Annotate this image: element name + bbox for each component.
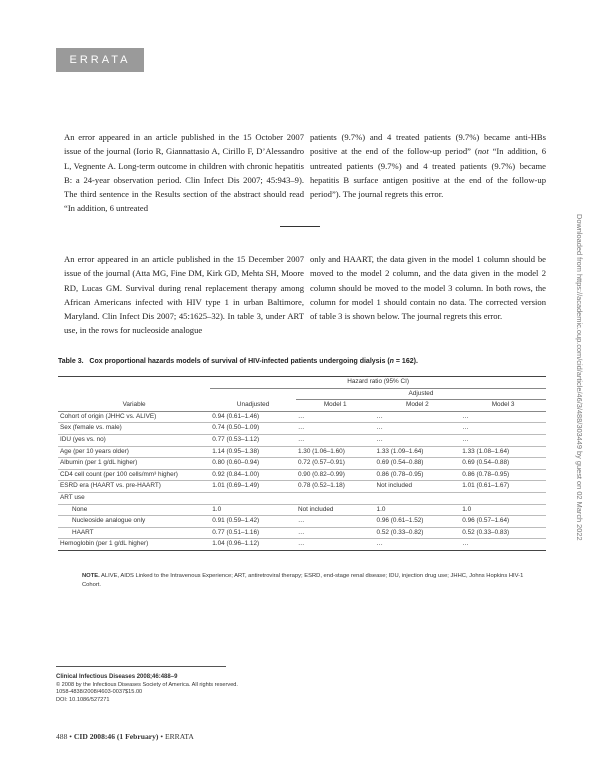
footer-bullet-1: • [69, 732, 72, 741]
col-header-model3: Model 3 [460, 400, 546, 412]
table-row [58, 539, 546, 551]
table-title-n: n [389, 358, 394, 365]
cell-model3: 1.33 (1.08–1.64) [460, 446, 546, 458]
erratum1-col2 [310, 130, 546, 201]
cell-unadjusted: 0.80 (0.60–0.94) [210, 458, 296, 470]
cell-model3: … [460, 434, 546, 446]
cell-model2: 0.96 (0.61–1.52) [375, 516, 461, 528]
cell-model2: 1.0 [375, 504, 461, 516]
cell-variable: Hemoglobin (per 1 g/dL higher) [58, 539, 210, 551]
table-header-row-2 [58, 388, 546, 400]
footer-bullet-2: • [160, 732, 164, 741]
cell-model1: … [296, 539, 375, 551]
table-row [58, 527, 546, 539]
cell-variable: Cohort of origin (JHHC vs. ALIVE) [58, 411, 210, 423]
cell-variable: HAART [58, 527, 210, 539]
download-watermark: Downloaded from https://academic.oup.com/cid/article/46/3/488/303449 by guest on 02 March 2022 [575, 214, 584, 541]
cell-model2: 1.33 (1.09–1.64) [375, 446, 461, 458]
table-row [58, 446, 546, 458]
table-row [58, 481, 546, 493]
cell-variable: Nucleoside analogue only [58, 516, 210, 528]
erratum1-col1: An error appeared in an article published in the 15 October 2007 issue of the journal (Iorio R, Giannattasio A, Cirillo F, D’Alessandro L, Vegnente A. Long-term outcome in children with chronic hepatitis B: a 24-year observation period. Clin Infect Dis 2007; 45:943–9). The third sentence in the Results section of the abstract should read “In addition, 6 untreated [64, 132, 304, 214]
cell-model1: … [296, 527, 375, 539]
doi-line: DOI: 10.1086/527271 [56, 696, 110, 703]
table-column-headers [58, 400, 546, 412]
cell-model1: 1.30 (1.06–1.60) [296, 446, 375, 458]
cell-model2: … [375, 423, 461, 435]
cell-model1: … [296, 434, 375, 446]
table-row-art-use [58, 492, 546, 504]
cell-model1: … [296, 423, 375, 435]
page-footer [56, 732, 194, 741]
cell-model3: 1.0 [460, 504, 546, 516]
cell-model1: 0.78 (0.52–1.18) [296, 481, 375, 493]
cell-unadjusted: 0.74 (0.50–1.09) [210, 423, 296, 435]
cell-unadjusted: 0.77 (0.51–1.16) [210, 527, 296, 539]
erratum2-col2: only and HAART, the data given in the model 1 column should be moved to the model 2 column, and the data given in the model 2 column should be moved to the model 3 column. In both rows, the column for model 1 should contain no data. The corrected version of table 3 is shown below. The journal regrets this error. [310, 254, 546, 322]
journal-citation: Clinical Infectious Diseases 2008;46:488–9 [56, 674, 178, 680]
cell-model1: … [296, 516, 375, 528]
cox-table [58, 376, 546, 551]
erratum1-col2-a: patients (9.7%) and 4 treated patients (9.7%) became anti-HBs positive at the end of the follow-up period” ( [310, 132, 546, 157]
cell-model2: 0.86 (0.78–0.95) [375, 469, 461, 481]
cell-model3: 0.96 (0.57–1.64) [460, 516, 546, 528]
table-label: Table 3. [58, 358, 84, 365]
cell-model3: 0.69 (0.54–0.88) [460, 458, 546, 470]
cell-variable: ESRD era (HAART vs. pre-HAART) [58, 481, 210, 493]
col-header-unadjusted: Unadjusted [210, 400, 296, 412]
table-row [58, 469, 546, 481]
cell-model2: Not included [375, 481, 461, 493]
cell-variable: IDU (yes vs. no) [58, 434, 210, 446]
table-row [58, 504, 546, 516]
hazard-ratio-header: Hazard ratio (95% CI) [210, 377, 546, 389]
table-header-row-1 [58, 377, 546, 389]
cell-unadjusted: 0.92 (0.84–1.00) [210, 469, 296, 481]
adjusted-header: Adjusted [296, 388, 546, 400]
cell-unadjusted: 1.14 (0.95–1.38) [210, 446, 296, 458]
erratum2-col1: An error appeared in an article published in the 15 December 2007 issue of the journal (Atta MG, Fine DM, Kirk GD, Mehta SH, Moore RD, Lucas GM. Survival during renal replacement therapy among African Americans infected with HIV type 1 in urban Baltimore, Maryland. Clin Infect Dis 2007; 45:1625–32). In table 3, under ART use, in the rows for nucleoside analogue [64, 254, 304, 336]
cell-model3: 0.52 (0.33–0.83) [460, 527, 546, 539]
cell-model3: 0.86 (0.78–0.95) [460, 469, 546, 481]
journal-footnote [56, 674, 316, 704]
copyright-line: © 2008 by the Infectious Diseases Society of America. All rights reserved. [56, 681, 238, 688]
table-row [58, 434, 546, 446]
table-note-label: NOTE. [82, 573, 100, 579]
cell-model2: 0.69 (0.54–0.88) [375, 458, 461, 470]
cell-unadjusted: 0.94 (0.61–1.46) [210, 411, 296, 423]
cell-model1: … [296, 411, 375, 423]
footer-section: ERRATA [164, 732, 194, 741]
col-header-model1: Model 1 [296, 400, 375, 412]
cell-model3: 1.01 (0.61–1.67) [460, 481, 546, 493]
table-title-b: = 162). [393, 358, 418, 365]
issn-line: 1058-4838/2008/4603-0037$15.00 [56, 689, 143, 696]
cell-model3: … [460, 539, 546, 551]
footnote-rule [56, 666, 226, 667]
cell-unadjusted: 0.91 (0.59–1.42) [210, 516, 296, 528]
cell-variable: Age (per 10 years older) [58, 446, 210, 458]
cell-variable: Sex (female vs. male) [58, 423, 210, 435]
cell-model2: … [375, 411, 461, 423]
cell-variable: CD4 cell count (per 100 cells/mm³ higher) [58, 469, 210, 481]
erratum1-col2-not: not [477, 146, 489, 157]
col-header-variable: Variable [58, 400, 210, 412]
errata-banner: ERRATA [56, 48, 144, 72]
cell-variable: Albumin (per 1 g/dL higher) [58, 458, 210, 470]
erratum-divider [280, 226, 320, 227]
table-note-text: ALIVE, AIDS Linked to the Intravenous Experience; ART, antiretroviral therapy; ESRD, end-stage renal disease; IDU, injection drug use; JHHC, Johns Hopkins HIV-1 Cohort. [82, 573, 524, 588]
cell-unadjusted: 1.04 (0.96–1.12) [210, 539, 296, 551]
cell-model1: 0.90 (0.82–0.99) [296, 469, 375, 481]
cell-unadjusted: 0.77 (0.53–1.12) [210, 434, 296, 446]
cell-model2: 0.52 (0.33–0.82) [375, 527, 461, 539]
table-caption [58, 358, 548, 365]
cell-unadjusted: 1.01 (0.69–1.49) [210, 481, 296, 493]
cell-variable: None [58, 504, 210, 516]
cell-unadjusted: 1.0 [210, 504, 296, 516]
table-row [58, 423, 546, 435]
footer-journal: CID 2008:46 (1 February) [73, 732, 159, 741]
table-row [58, 458, 546, 470]
page-number: 488 [56, 732, 68, 741]
erratum1-col2-b: “In addition, 6 untreated patients (9.7%) and 4 treated patients (9.7%) became hepatitis B surface antigen positive at the end of the follow-up period”). The journal regrets this error. [310, 146, 546, 200]
cell-model1: 0.72 (0.57–0.91) [296, 458, 375, 470]
cell-art-use-label: ART use [58, 492, 210, 504]
cell-model3: … [460, 411, 546, 423]
table-row [58, 516, 546, 528]
cell-model3: … [460, 423, 546, 435]
table-title-a: Cox proportional hazards models of survival of HIV-infected patients undergoing dialysis ( [89, 358, 390, 365]
table-note [82, 572, 542, 590]
table-row [58, 411, 546, 423]
cell-model2: … [375, 539, 461, 551]
cell-model1: Not included [296, 504, 375, 516]
col-header-model2: Model 2 [375, 400, 461, 412]
cell-model2: … [375, 434, 461, 446]
